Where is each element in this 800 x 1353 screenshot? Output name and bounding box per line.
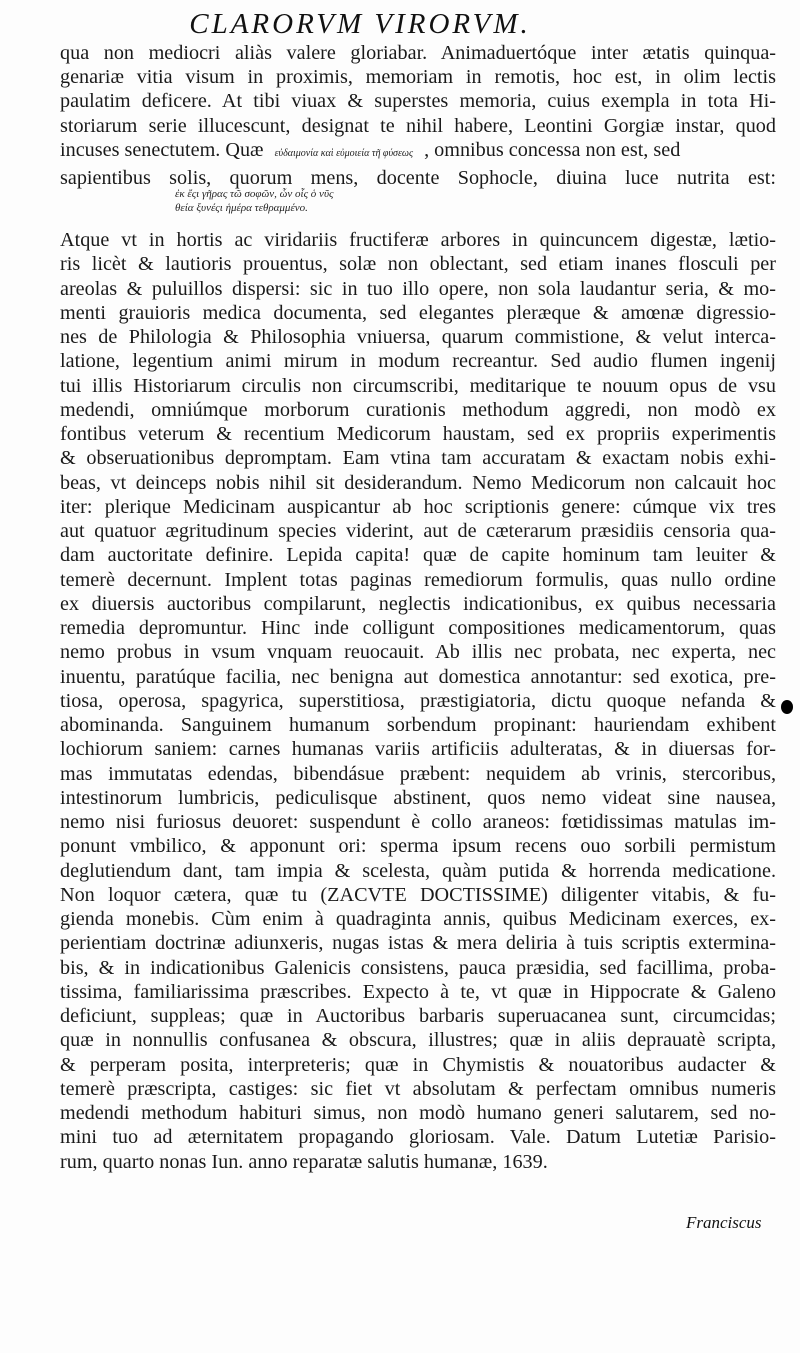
text-line: qua non mediocri aliàs valere gloriabar. Animaduertóque inter ætatis quinqua-: [60, 42, 776, 64]
text-line: gienda monebis. Cùm enim à quadraginta annis, quibus Medicinam exerces, ex-: [60, 908, 776, 930]
text-line: genariæ vitia visum in proximis, memoriam in remotis, hoc est, in olim lectis: [60, 66, 776, 89]
text-line: fontibus veterum & recentium Medicorum haustam, sed ex propriis experimentis: [60, 423, 776, 445]
text-line: lochiorum saniem: carnes humanas variis artificiis adulteratas, & in diuersas for-: [60, 738, 776, 761]
text-line: iter: plerique Medicinam auspicantur ab hoc scriptionis genere: cúmque vix tres: [60, 495, 776, 518]
paragraph-2: [60, 228, 776, 1174]
catchword: Franciscus: [686, 1213, 762, 1232]
text-line: nemo probus in vsum vnquam reuocauit. Ab illis nec probata, nec experta, nec: [60, 641, 776, 664]
text-line: rum, quarto nonas Iun. anno reparatæ salutis humanæ, 1639.: [60, 1150, 548, 1173]
text-line: aut quatuor ægritudinum species viderint, aut de cæterarum præsidiis censoria qua-: [60, 520, 776, 542]
text-line: & perperam posita, interpreteris; quæ in Chymistis & nouatoribus audacter &: [60, 1053, 776, 1076]
text-line: tiosa, operosa, spagyrica, superstitiosa, præstigiatoria, dictu quoque nefanda &: [60, 689, 776, 712]
text-line: [60, 138, 776, 166]
text-segment: incuses senectutem. Quæ: [60, 138, 264, 161]
text-line: medendi methodum habituri simus, non modò humano generi salutarem, sed no-: [60, 1102, 776, 1124]
text-line: tissima, familiarissima præscribes. Expecto à te, vt quæ in Hippocrate & Galeno: [60, 980, 776, 1003]
ink-blot: [781, 700, 793, 714]
text-line: tui illis Historiarum circulis non circumscribi, meditarique te nouum opus de vsu: [60, 374, 776, 397]
text-line: intestinorum lumbricis, pediculisque abstinent, quos nemo videat sine nausea,: [60, 786, 776, 809]
text-line: perientiam doctrinæ adiunxeris, nugas istas & mera deliria à tuis scriptis extermina-: [60, 932, 776, 955]
text-line: ris licèt & lautioris prouentus, solæ non oblectant, sed etiam inanes flosculi per: [60, 253, 776, 276]
greek-inline: εὐδαιμονία καὶ εὐμοιεία τῆ φύσεως: [274, 147, 414, 159]
text-line: temerè præscripta, castiges: sic fiet vt absolutam & perfectam omnibus numeris: [60, 1077, 776, 1100]
text-line: Non loquor cætera, quæ tu (ZACVTE DOCTISSIME) diligenter vitabis, & fu-: [60, 883, 776, 906]
text-line: areolas & puluillos dispersi: sic in tuo illo opere, non sola laudantur seria, & mo-: [60, 277, 776, 300]
greek-quote-line-2: θεία ξυνέςι ἡμέρα τεθραμμένο.: [175, 202, 308, 214]
text-line: beas, vt deinceps nobis nihil sit desiderandum. Nemo Medicorum non calcauit hoc: [60, 471, 776, 494]
text-line: abominanda. Sanguinem humanum sorbendum propinant: hauriendam exhibent: [60, 714, 776, 736]
text-line: storiarum serie illucescunt, designat te nihil habere, Leontini Gorgiæ instar, quod: [60, 114, 776, 137]
text-line: mini tuo ad æternitatem propagando gloriosam. Vale. Datum Lutetiæ Parisio-: [60, 1126, 776, 1149]
text-line: paulatim deficere. At tibi viuax & superstes memoria, cuius exempla in tota Hi-: [60, 90, 776, 113]
text-line: & obseruationibus depromptam. Eam vtina tam accuratam & exactam nobis exhi-: [60, 447, 776, 470]
text-line: inuentu, paratúque facilia, nec benigna aut domestica annotantur: sed exotica, pre-: [60, 665, 776, 688]
text-line: deficiunt, suppleas; quæ in Auctoribus barbaris superuacanea sunt, circumcidas;: [60, 1005, 776, 1027]
text-line: menti grauioris medica documenta, sed elegantes pleræque & amœnæ digressio-: [60, 301, 776, 324]
text-line: mas immutatas edendas, bibendásue præbent: nequidem ab vrinis, stercoribus,: [60, 762, 776, 785]
text-line: temerè decernunt. Implent totas paginas remediorum formulis, quas nullo ordine: [60, 568, 776, 591]
text-line: medendi, omniúmque morborum curationis methodum aggredi, non modò ex: [60, 398, 776, 421]
running-header: CLARORVM VIRORVM.: [189, 8, 531, 40]
text-line: ex diuersis auctoribus compilarunt, neglectis indicationibus, ex quibus necessaria: [60, 592, 776, 615]
text-line: nes de Philologia & Philosophia vniuersa, quarum commistione, & velut interca-: [60, 326, 776, 348]
text-line: deglutiendum dant, tam impia & scelesta, quàm putida & horrenda medicatione.: [60, 859, 776, 882]
text-line: bis, & in indicationibus Galenicis consistens, pauca præsidia, sed facillima, proba-: [60, 956, 776, 979]
text-line: quæ in nonnullis confusanea & obscura, illustres; quæ in aliis deprauatè scripta,: [60, 1029, 776, 1052]
paragraph-1: [60, 41, 776, 190]
text-line: remedia depromuntur. Hinc inde colligunt compositiones medicamentorum, quas: [60, 617, 776, 639]
text-segment: , omnibus concessa non est, sed: [424, 138, 681, 161]
greek-quote-line-1: ἐκ ἔςι γῆρας τῶ σοφῶν, ὧν οἷς ὁ νῦς: [175, 188, 334, 200]
text-line: Atque vt in hortis ac viridariis fructiferæ arbores in quincuncem digestæ, lætio-: [60, 229, 776, 251]
text-line: ponunt vmbilico, & apponunt ori: sperma ipsum recens ouo sorbili permistum: [60, 835, 776, 858]
text-line: sapientibus solis, quorum mens, docente Sophocle, diuina luce nutrita est:: [60, 167, 776, 190]
text-line: nemo nisi furiosus deuoret: suspendunt è collo araneos: fœtidissimas matulas im-: [60, 811, 776, 833]
text-line: latione, legentium animi mirum in modum recreantur. Sed audio flumen ingenij: [60, 350, 776, 373]
text-line: dam auctoritate definire. Lepida capita! quæ de capite hominum tam leuiter &: [60, 544, 776, 567]
